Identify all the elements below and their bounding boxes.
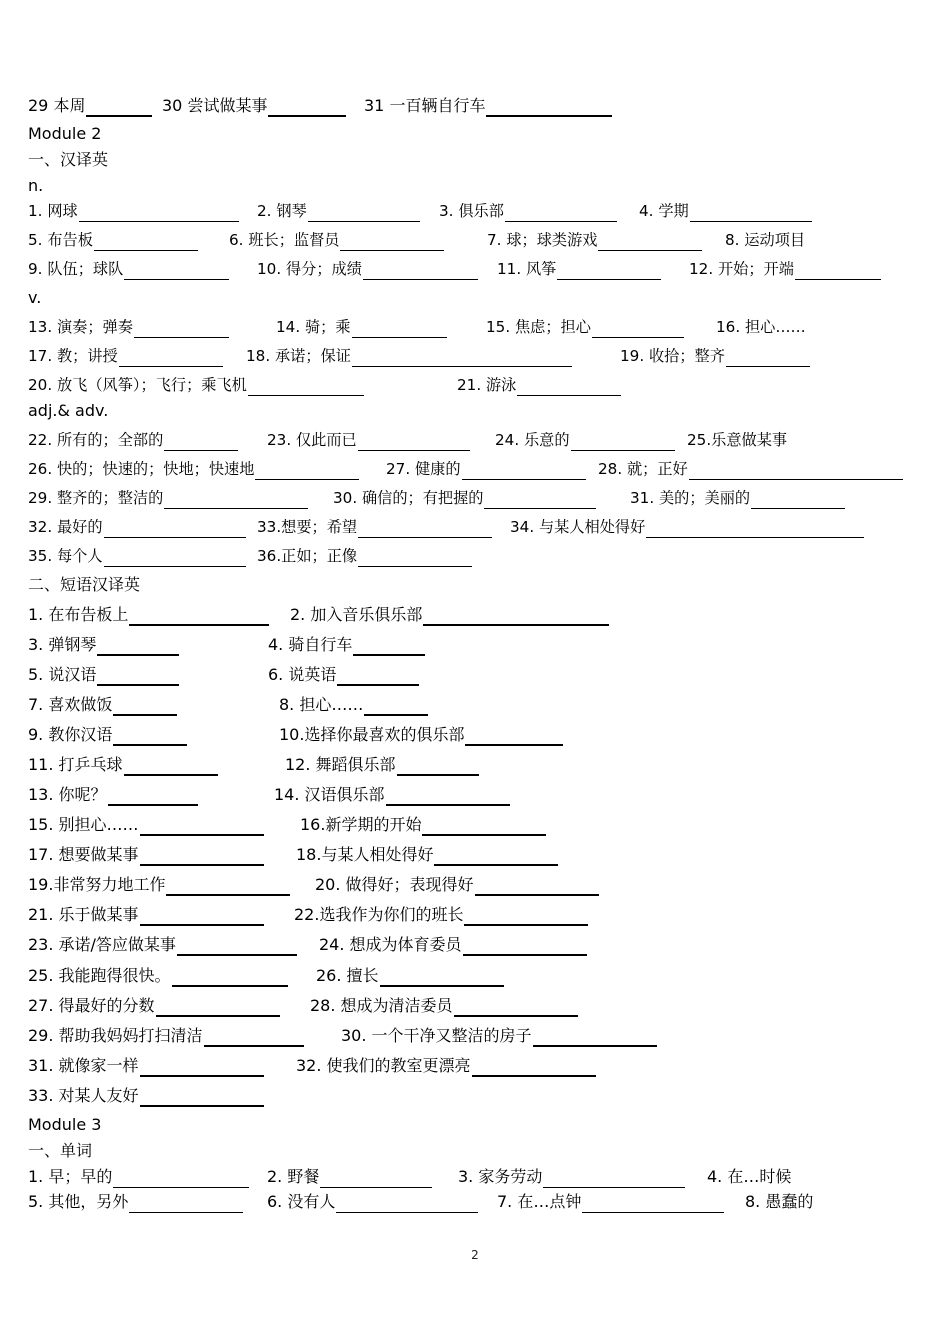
worksheet-item (162, 95, 346, 117)
worksheet-item (28, 904, 264, 926)
item-prompt: 21. 游泳 (457, 376, 517, 394)
item-prompt: 15. 别担心…… (28, 815, 139, 834)
answer-blank[interactable] (364, 696, 428, 716)
answer-blank[interactable] (79, 203, 239, 222)
answer-blank[interactable] (172, 967, 288, 987)
worksheet-item (257, 200, 420, 222)
item-prompt: 29. 整齐的；整洁的 (28, 489, 164, 507)
item-prompt: 7. 喜欢做饭 (28, 695, 113, 714)
worksheet-item (300, 814, 546, 836)
item-prompt: 31. 美的；美丽的 (630, 489, 751, 507)
item-prompt: 21. 乐于做某事 (28, 905, 139, 924)
item-prompt: 6. 班长；监督员 (229, 231, 340, 249)
answer-blank[interactable] (486, 97, 612, 117)
worksheet-item (246, 345, 572, 367)
worksheet-item (28, 287, 41, 309)
item-prompt: 3. 俱乐部 (439, 202, 504, 220)
worksheet-item (28, 175, 43, 197)
worksheet-item (386, 458, 586, 480)
item-prompt: 3. 家务劳动 (458, 1167, 543, 1186)
answer-blank[interactable] (156, 997, 280, 1017)
answer-blank[interactable] (397, 756, 479, 776)
item-prompt: adj.& adv. (28, 401, 109, 420)
worksheet-item (28, 664, 179, 686)
item-prompt: 35. 每个人 (28, 547, 103, 565)
item-prompt: 15. 焦虑；担心 (486, 318, 591, 336)
item-prompt: 13. 你呢？ (28, 785, 107, 804)
answer-blank[interactable] (358, 432, 470, 451)
worksheet-item (276, 316, 447, 338)
item-prompt: 22.选我作为你们的班长 (294, 905, 464, 924)
answer-blank[interactable] (571, 432, 675, 451)
worksheet-item (28, 545, 246, 567)
worksheet-item (28, 724, 187, 746)
worksheet-item (28, 784, 198, 806)
worksheet-item (28, 844, 264, 866)
answer-blank[interactable] (582, 1194, 724, 1213)
worksheet-item (28, 123, 101, 145)
item-prompt: 26. 擅长 (316, 966, 379, 985)
worksheet-item (487, 229, 702, 251)
answer-blank[interactable] (465, 726, 563, 746)
answer-blank[interactable] (386, 786, 510, 806)
worksheet-item (28, 316, 229, 338)
worksheet-item (28, 1166, 249, 1188)
answer-blank[interactable] (86, 97, 152, 117)
item-prompt: 9. 教你汉语 (28, 725, 113, 744)
worksheet-item (510, 516, 864, 538)
answer-blank[interactable] (337, 666, 419, 686)
answer-blank[interactable] (129, 1194, 243, 1213)
item-prompt: 28. 就；正好 (598, 460, 688, 478)
worksheet-item (28, 487, 308, 509)
item-prompt: 4. 在…时候 (707, 1167, 792, 1186)
answer-blank[interactable] (134, 319, 229, 338)
answer-blank[interactable] (592, 319, 684, 338)
worksheet-item (279, 724, 563, 746)
answer-blank[interactable] (268, 97, 346, 117)
item-prompt: 32. 使我们的教室更漂亮 (296, 1056, 471, 1075)
worksheet-item (28, 1085, 264, 1107)
answer-blank[interactable] (140, 816, 264, 836)
item-prompt: Module 3 (28, 1115, 102, 1134)
worksheet-item (316, 965, 504, 987)
worksheet-item (333, 487, 596, 509)
worksheet-item (28, 995, 280, 1017)
worksheet-item (28, 1191, 243, 1213)
item-prompt: 24. 乐意的 (495, 431, 570, 449)
answer-blank[interactable] (113, 696, 177, 716)
item-prompt: 16.新学期的开始 (300, 815, 422, 834)
worksheet-item (28, 374, 364, 396)
worksheet-item (267, 1166, 432, 1188)
item-prompt: 19. 收拾；整齐 (620, 347, 725, 365)
item-prompt: 18.与某人相处得好 (296, 845, 434, 864)
worksheet-item (497, 258, 661, 280)
answer-blank[interactable] (689, 461, 903, 480)
item-prompt: 一、汉译英 (28, 150, 109, 169)
answer-blank[interactable] (140, 846, 264, 866)
worksheet-item (439, 200, 617, 222)
worksheet-item (28, 229, 198, 251)
page-number: 2 (471, 1248, 479, 1262)
worksheet-item (285, 754, 479, 776)
answer-blank[interactable] (204, 1027, 304, 1047)
worksheet-item (630, 487, 845, 509)
answer-blank[interactable] (164, 432, 238, 451)
item-prompt: 12. 开始；开端 (689, 260, 794, 278)
item-prompt: 33.想要；希望 (257, 518, 358, 536)
answer-blank[interactable] (140, 1087, 264, 1107)
worksheet-item (486, 316, 684, 338)
answer-blank[interactable] (462, 461, 586, 480)
worksheet-item (598, 458, 903, 480)
item-prompt: 33. 对某人友好 (28, 1086, 139, 1105)
answer-blank[interactable] (454, 997, 578, 1017)
worksheet-item (310, 995, 578, 1017)
answer-blank[interactable] (358, 548, 472, 567)
answer-blank[interactable] (646, 519, 864, 538)
item-prompt: 25.乐意做某事 (687, 431, 788, 449)
worksheet-item (707, 1166, 791, 1188)
item-prompt: 2. 钢琴 (257, 202, 307, 220)
item-prompt: 27. 得最好的分数 (28, 996, 155, 1015)
item-prompt: 31. 就像家一样 (28, 1056, 139, 1075)
item-prompt: 1. 网球 (28, 202, 78, 220)
worksheet-item (28, 258, 229, 280)
worksheet-item (257, 258, 478, 280)
item-prompt: 11. 打乒乓球 (28, 755, 123, 774)
answer-blank[interactable] (140, 906, 264, 926)
item-prompt: 11. 风筝 (497, 260, 557, 278)
item-prompt: 18. 承诺；保证 (246, 347, 351, 365)
worksheet-item (28, 634, 179, 656)
answer-blank[interactable] (164, 490, 308, 509)
worksheet-item (28, 1025, 304, 1047)
worksheet-item (639, 200, 812, 222)
item-prompt: 2. 加入音乐俱乐部 (290, 605, 423, 624)
item-prompt: 30. 一个干净又整洁的房子 (341, 1026, 532, 1045)
answer-blank[interactable] (352, 348, 572, 367)
answer-blank[interactable] (464, 906, 588, 926)
item-prompt: 二、短语汉译英 (28, 575, 141, 594)
item-prompt: v. (28, 288, 42, 307)
answer-blank[interactable] (353, 636, 425, 656)
answer-blank[interactable] (177, 936, 297, 956)
item-prompt: 31 一百辆自行车 (364, 96, 486, 115)
worksheet-item (267, 1191, 478, 1213)
answer-blank[interactable] (598, 232, 702, 251)
answer-blank[interactable] (108, 786, 198, 806)
item-prompt: 6. 说英语 (268, 665, 337, 684)
item-prompt: 一、单词 (28, 1141, 93, 1160)
worksheet-item (296, 844, 558, 866)
answer-blank[interactable] (129, 606, 269, 626)
worksheet-item (28, 965, 288, 987)
worksheet-item (28, 874, 290, 896)
answer-blank[interactable] (423, 606, 609, 626)
worksheet-item (687, 429, 787, 451)
answer-blank[interactable] (352, 319, 447, 338)
worksheet-item (457, 374, 621, 396)
item-prompt: 5. 布告板 (28, 231, 93, 249)
answer-blank[interactable] (557, 261, 661, 280)
item-prompt: 36.正如；正像 (257, 547, 358, 565)
item-prompt: 12. 舞蹈俱乐部 (285, 755, 396, 774)
item-prompt: 26. 快的；快速的；快地；快速地 (28, 460, 255, 478)
item-prompt: 28. 想成为清洁委员 (310, 996, 453, 1015)
worksheet-item (497, 1191, 724, 1213)
item-prompt: 5. 其他，另外 (28, 1192, 129, 1211)
answer-blank[interactable] (690, 203, 812, 222)
worksheet-item (364, 95, 612, 117)
worksheet-item (28, 814, 264, 836)
answer-blank[interactable] (463, 936, 587, 956)
worksheet-item (28, 345, 223, 367)
worksheet-item (268, 634, 425, 656)
answer-blank[interactable] (97, 636, 179, 656)
item-prompt: 25. 我能跑得很快。 (28, 966, 171, 985)
worksheet-item (458, 1166, 685, 1188)
item-prompt: 2. 野餐 (267, 1167, 320, 1186)
item-prompt: 23. 仅此而已 (267, 431, 357, 449)
item-prompt: 16. 担心…… (716, 318, 806, 336)
item-prompt: 4. 学期 (639, 202, 689, 220)
item-prompt: 29. 帮助我妈妈打扫清洁 (28, 1026, 203, 1045)
worksheet-item (268, 664, 419, 686)
answer-blank[interactable] (104, 548, 246, 567)
item-prompt: 24. 想成为体育委员 (319, 935, 462, 954)
answer-blank[interactable] (113, 1169, 249, 1188)
answer-blank[interactable] (543, 1169, 685, 1188)
item-prompt: n. (28, 176, 44, 195)
worksheet-item (257, 516, 492, 538)
answer-blank[interactable] (533, 1027, 657, 1047)
worksheet-item (745, 1191, 813, 1213)
worksheet-item (28, 694, 177, 716)
answer-blank[interactable] (255, 461, 359, 480)
answer-blank[interactable] (434, 846, 558, 866)
worksheet-item (28, 516, 246, 538)
item-prompt: 17. 教；讲授 (28, 347, 118, 365)
answer-blank[interactable] (124, 756, 218, 776)
worksheet-item (689, 258, 881, 280)
worksheet-item (28, 1114, 101, 1136)
answer-blank[interactable] (166, 876, 290, 896)
answer-blank[interactable] (505, 203, 617, 222)
answer-blank[interactable] (94, 232, 198, 251)
item-prompt: 23. 承诺/答应做某事 (28, 935, 176, 954)
worksheet-item (28, 604, 269, 626)
worksheet-item (28, 149, 108, 171)
worksheet-item (620, 345, 810, 367)
worksheet-item (28, 458, 359, 480)
item-prompt: 8. 运动项目 (725, 231, 806, 249)
answer-blank[interactable] (340, 232, 444, 251)
worksheet-item (28, 1140, 92, 1162)
item-prompt: 20. 做得好；表现得好 (315, 875, 474, 894)
answer-blank[interactable] (422, 816, 546, 836)
answer-blank[interactable] (97, 666, 179, 686)
worksheet-item (725, 229, 805, 251)
answer-blank[interactable] (517, 377, 621, 396)
item-prompt: 22. 所有的；全部的 (28, 431, 164, 449)
item-prompt: 7. 球；球类游戏 (487, 231, 598, 249)
answer-blank[interactable] (336, 1194, 478, 1213)
worksheet-item (319, 934, 587, 956)
item-prompt: 17. 想要做某事 (28, 845, 139, 864)
answer-blank[interactable] (380, 967, 504, 987)
worksheet-item (341, 1025, 657, 1047)
worksheet-item (257, 545, 472, 567)
worksheet-item (28, 200, 239, 222)
worksheet-item (28, 754, 218, 776)
answer-blank[interactable] (795, 261, 881, 280)
item-prompt: 9. 队伍；球队 (28, 260, 124, 278)
item-prompt: 1. 在布告板上 (28, 605, 129, 624)
worksheet-item (28, 574, 140, 596)
item-prompt: 5. 说汉语 (28, 665, 97, 684)
answer-blank[interactable] (320, 1169, 432, 1188)
item-prompt: 14. 骑；乘 (276, 318, 351, 336)
item-prompt: 32. 最好的 (28, 518, 103, 536)
item-prompt: 13. 演奏；弹奏 (28, 318, 133, 336)
item-prompt: 8. 担心…… (279, 695, 364, 714)
item-prompt: 19.非常努力地工作 (28, 875, 166, 894)
item-prompt: 10.选择你最喜欢的俱乐部 (279, 725, 465, 744)
item-prompt: 27. 健康的 (386, 460, 461, 478)
item-prompt: 34. 与某人相处得好 (510, 518, 646, 536)
item-prompt: 6. 没有人 (267, 1192, 336, 1211)
answer-blank[interactable] (358, 519, 492, 538)
answer-blank[interactable] (308, 203, 420, 222)
item-prompt: 7. 在…点钟 (497, 1192, 582, 1211)
answer-blank[interactable] (248, 377, 364, 396)
worksheet-item (28, 429, 238, 451)
item-prompt: 30. 确信的；有把握的 (333, 489, 484, 507)
worksheet-item (28, 1055, 264, 1077)
item-prompt: 4. 骑自行车 (268, 635, 353, 654)
item-prompt: 14. 汉语俱乐部 (274, 785, 385, 804)
answer-blank[interactable] (475, 876, 599, 896)
worksheet-item (294, 904, 588, 926)
item-prompt: 1. 早；早的 (28, 1167, 113, 1186)
worksheet-item (279, 694, 428, 716)
answer-blank[interactable] (751, 490, 845, 509)
item-prompt: 10. 得分；成绩 (257, 260, 362, 278)
worksheet-item (28, 95, 152, 117)
worksheet-item (274, 784, 510, 806)
item-prompt: 20. 放飞（风筝）；飞行；乘飞机 (28, 376, 247, 394)
answer-blank[interactable] (113, 726, 187, 746)
item-prompt: 30 尝试做某事 (162, 96, 268, 115)
answer-blank[interactable] (484, 490, 596, 509)
worksheet-item (290, 604, 609, 626)
answer-blank[interactable] (363, 261, 478, 280)
answer-blank[interactable] (119, 348, 223, 367)
worksheet-item (229, 229, 444, 251)
worksheet-item (495, 429, 675, 451)
answer-blank[interactable] (472, 1057, 596, 1077)
item-prompt: 8. 愚蠢的 (745, 1192, 814, 1211)
worksheet-item (28, 934, 297, 956)
answer-blank[interactable] (104, 519, 246, 538)
answer-blank[interactable] (140, 1057, 264, 1077)
item-prompt: 29 本周 (28, 96, 86, 115)
worksheet-item (296, 1055, 596, 1077)
answer-blank[interactable] (726, 348, 810, 367)
item-prompt: Module 2 (28, 124, 102, 143)
worksheet-item (716, 316, 806, 338)
worksheet-item (315, 874, 599, 896)
item-prompt: 3. 弹钢琴 (28, 635, 97, 654)
worksheet-item (267, 429, 470, 451)
answer-blank[interactable] (124, 261, 229, 280)
worksheet-item (28, 400, 108, 422)
